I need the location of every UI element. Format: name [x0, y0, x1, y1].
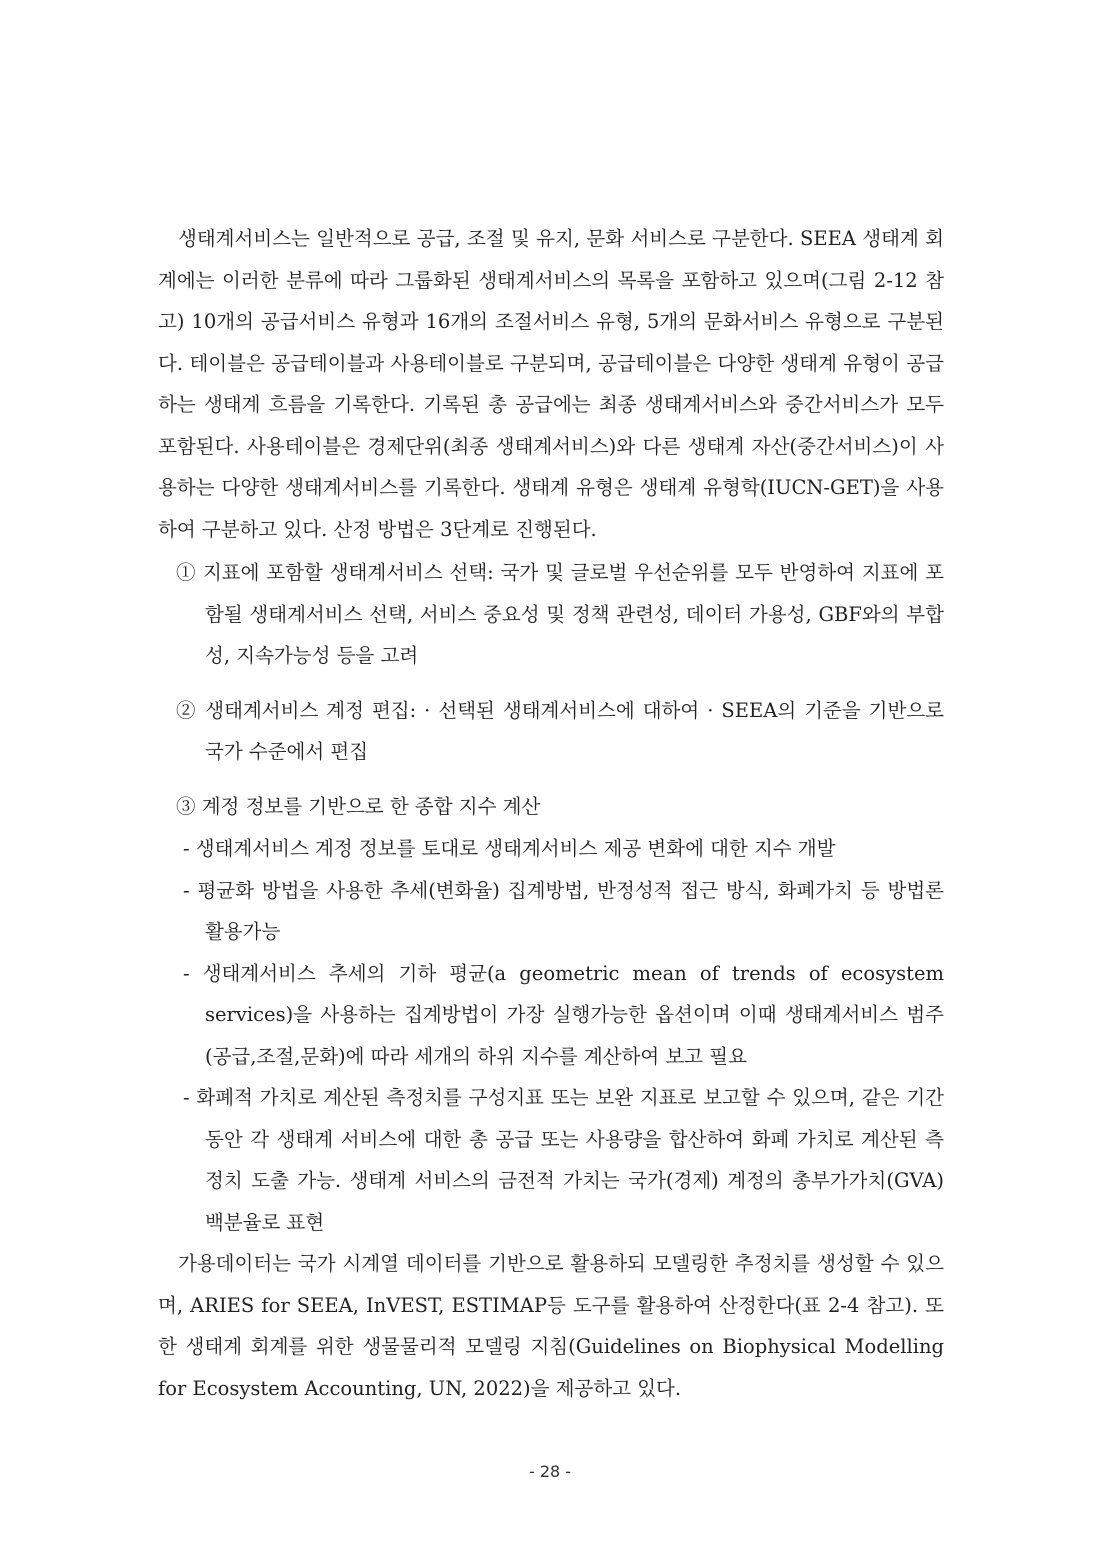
- intro-paragraph: 생태계서비스는 일반적으로 공급, 조절 및 유지, 문화 서비스로 구분한다. SEEA 생태계 회계에는 이러한 분류에 따라 그룹화된 생태계서비스의 목록을 포함하고 있으며(그림 2-12 참고) 10개의 공급서비스 유형과 16개의 조절서비스 유형, 5개의 문화서비스 유형으로 구분된다. 테이블은 공급테이블과 사용테이블로 구분되며, 공급테이블은 다양한 생태계 유형이 공급하는 생태계 흐름을 기록한다. 기록된 총 공급에는 최종 생태계서비스와 중간서비스가 모두 포함된다. 사용테이블은 경제단위(최종 생태계서비스)와 다른 생태계 자산(중간서비스)이 사용하는 다양한 생태계서비스를 기록한다. 생태계 유형은 생태계 유형학(IUCN-GET)을 사용하여 구분하고 있다. 산정 방법은 3단계로 진행된다.: [158, 227, 944, 541]
- page-number: - 28 -: [528, 1462, 572, 1481]
- step-3: ③ 계정 정보를 기반으로 한 종합 지수 계산: [176, 794, 541, 818]
- sub-item-3: - 생태계서비스 추세의 기하 평균(a geometric mean of trends of ecosystem services)을 사용하는 집계방법이 가장 실행가능한 옵션이며 이때 생태계서비스 범주(공급,조절,문화)에 따라 세개의 하위 지수를 계산하여 보고 필요: [183, 961, 944, 1068]
- step-1: ① 지표에 포함할 생태계서비스 선택: 국가 및 글로벌 우선순위를 모두 반영하여 지표에 포함될 생태계서비스 선택, 서비스 중요성 및 정책 관련성, 데이터 가용성, GBF와의 부합성, 지속가능성 등을 고려: [176, 561, 944, 667]
- sub-item-1: - 생태계서비스 계정 정보를 토대로 생태계서비스 제공 변화에 대한 지수 개발: [183, 837, 836, 860]
- step-2: ② 생태계서비스 계정 편집: · 선택된 생태계서비스에 대하여 · SEEA의 기준을 기반으로 국가 수준에서 편집: [176, 698, 944, 763]
- document-body: [158, 218, 944, 1409]
- closing-paragraph: 가용데이터는 국가 시계열 데이터를 기반으로 활용하되 모델링한 추정치를 생성할 수 있으며, ARIES for SEEA, InVEST, ESTIMAP등 도구를 활용하여 산정한다(표 2-4 참고). 또한 생태계 회계를 위한 생물물리적 모델링 지침(Guidelines on Biophysical Modelling for Ecosystem Accounting, UN, 2022)을 제공하고 있다.: [158, 1252, 944, 1400]
- sub-item-2: - 평균화 방법을 사용한 추세(변화율) 집계방법, 반정성적 접근 방식, 화폐가치 등 방법론 활용가능: [183, 878, 944, 943]
- sub-item-4: - 화폐적 가치로 계산된 측정치를 구성지표 또는 보완 지표로 보고할 수 있으며, 같은 기간 동안 각 생태계 서비스에 대한 총 공급 또는 사용량을 합산하여 화폐 가치로 계산된 측정치 도출 가능. 생태계 서비스의 금전적 가치는 국가(경제) 계정의 총부가가치(GVA) 백분율로 표현: [183, 1086, 944, 1234]
